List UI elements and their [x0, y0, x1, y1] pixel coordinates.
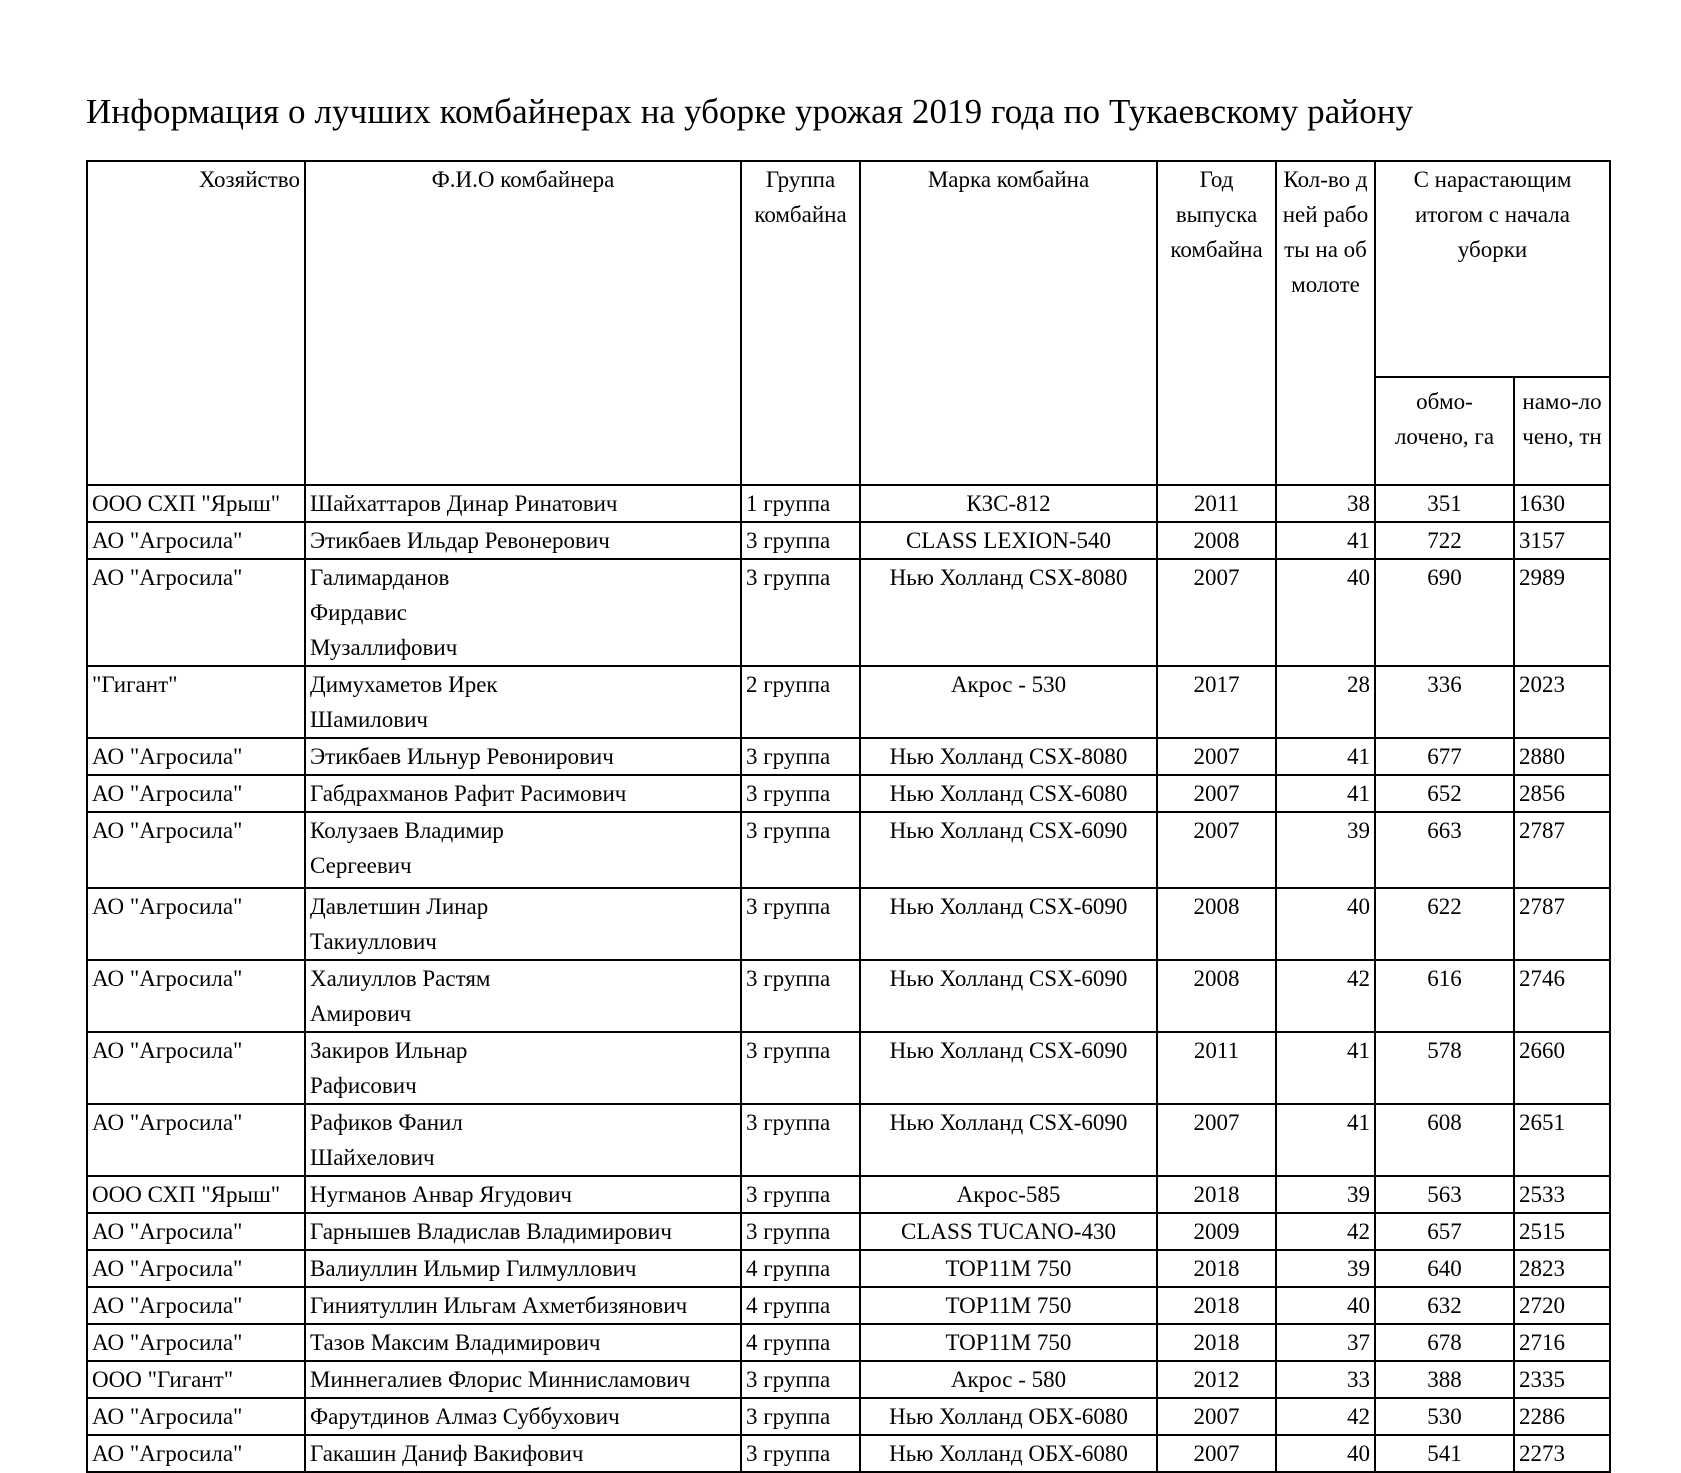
header-threshed-ha: обмо-лочено, га	[1375, 377, 1514, 485]
group-cell: 3 группа	[741, 559, 860, 666]
threshed-ha-cell: 677	[1375, 738, 1514, 775]
name-cell	[305, 1104, 741, 1176]
group-cell: 3 группа	[741, 1435, 860, 1472]
year-cell: 2011	[1157, 485, 1276, 522]
threshed-ha-cell: 640	[1375, 1250, 1514, 1287]
name-cell: Нугманов Анвар Ягудович	[305, 1176, 741, 1213]
name-cell: Этикбаев Ильдар Ревонерович	[305, 522, 741, 559]
group-cell: 3 группа	[741, 1032, 860, 1104]
yield-tn-cell: 2533	[1514, 1176, 1610, 1213]
yield-tn-cell: 2989	[1514, 559, 1610, 666]
year-cell: 2018	[1157, 1176, 1276, 1213]
group-cell: 4 группа	[741, 1250, 860, 1287]
header-year: Год выпуска комбайна	[1157, 161, 1276, 485]
name-cell	[305, 666, 741, 738]
farm-cell: АО "Агросила"	[87, 1213, 305, 1250]
threshed-ha-cell: 541	[1375, 1435, 1514, 1472]
farm-cell: АО "Агросила"	[87, 522, 305, 559]
name-text: Закиров Ильнар Рафисович	[310, 1038, 468, 1098]
header-group: Группа комбайна	[741, 161, 860, 485]
farm-cell: АО "Агросила"	[87, 888, 305, 960]
farm-cell: АО "Агросила"	[87, 738, 305, 775]
yield-tn-cell: 2660	[1514, 1032, 1610, 1104]
name-cell: Габдрахманов Рафит Расимович	[305, 775, 741, 812]
table-row	[87, 1287, 1610, 1324]
brand-cell: Нью Холланд CSX-6090	[860, 888, 1157, 960]
farm-cell: АО "Агросила"	[87, 559, 305, 666]
threshed-ha-cell: 608	[1375, 1104, 1514, 1176]
year-cell: 2012	[1157, 1361, 1276, 1398]
farm-cell: АО "Агросила"	[87, 1398, 305, 1435]
threshed-ha-cell: 632	[1375, 1287, 1514, 1324]
threshed-ha-cell: 578	[1375, 1032, 1514, 1104]
table-row	[87, 666, 1610, 738]
days-cell: 42	[1276, 1213, 1375, 1250]
brand-cell: TOP11M 750	[860, 1324, 1157, 1361]
table-row	[87, 1435, 1610, 1472]
threshed-ha-cell: 657	[1375, 1213, 1514, 1250]
yield-tn-cell: 2335	[1514, 1361, 1610, 1398]
threshed-ha-cell: 722	[1375, 522, 1514, 559]
brand-cell: Нью Холланд CSX-6080	[860, 775, 1157, 812]
brand-cell: Нью Холланд CSX-6090	[860, 960, 1157, 1032]
name-cell: Миннегалиев Флорис Миннисламович	[305, 1361, 741, 1398]
name-cell	[305, 960, 741, 1032]
yield-tn-cell: 2023	[1514, 666, 1610, 738]
days-cell: 41	[1276, 775, 1375, 812]
year-cell: 2017	[1157, 666, 1276, 738]
year-cell: 2011	[1157, 1032, 1276, 1104]
days-cell: 37	[1276, 1324, 1375, 1361]
group-cell: 3 группа	[741, 522, 860, 559]
page-title: Информация о лучших комбайнерах на уборке урожая 2019 года по Тукаевскому району	[86, 92, 1414, 131]
brand-cell: Акрос-585	[860, 1176, 1157, 1213]
brand-cell: Нью Холланд ОБХ-6080	[860, 1398, 1157, 1435]
year-cell: 2007	[1157, 738, 1276, 775]
days-cell: 40	[1276, 888, 1375, 960]
table-row	[87, 522, 1610, 559]
farm-cell: АО "Агросила"	[87, 1435, 305, 1472]
name-cell: Тазов Максим Владимирович	[305, 1324, 741, 1361]
yield-tn-cell: 2515	[1514, 1213, 1610, 1250]
farm-cell: "Гигант"	[87, 666, 305, 738]
table-body	[87, 485, 1610, 1472]
days-cell: 41	[1276, 1032, 1375, 1104]
name-text: Галимарданов Фирдавис Музаллифович	[310, 565, 458, 660]
days-cell: 42	[1276, 1398, 1375, 1435]
group-cell: 3 группа	[741, 1176, 860, 1213]
brand-cell: Акрос - 580	[860, 1361, 1157, 1398]
year-cell: 2008	[1157, 960, 1276, 1032]
group-cell: 3 группа	[741, 812, 860, 888]
brand-cell: CLASS TUCANO-430	[860, 1213, 1157, 1250]
table-row	[87, 485, 1610, 522]
group-cell: 3 группа	[741, 1213, 860, 1250]
yield-tn-cell: 2856	[1514, 775, 1610, 812]
table-row	[87, 559, 1610, 666]
header-yield-tn: намо-лочено, тн	[1514, 377, 1610, 485]
year-cell: 2008	[1157, 888, 1276, 960]
name-cell: Этикбаев Ильнур Ревонирович	[305, 738, 741, 775]
group-cell: 3 группа	[741, 738, 860, 775]
table-row	[87, 1213, 1610, 1250]
year-cell: 2007	[1157, 1104, 1276, 1176]
table-row	[87, 1250, 1610, 1287]
brand-cell: TOP11M 750	[860, 1287, 1157, 1324]
table-row	[87, 1032, 1610, 1104]
table-row	[87, 888, 1610, 960]
threshed-ha-cell: 616	[1375, 960, 1514, 1032]
brand-cell: Акрос - 530	[860, 666, 1157, 738]
days-cell: 40	[1276, 1435, 1375, 1472]
name-cell: Гиниятуллин Ильгам Ахметбизянович	[305, 1287, 741, 1324]
table-row	[87, 775, 1610, 812]
brand-cell: Нью Холланд CSX-8080	[860, 738, 1157, 775]
name-text: Халиуллов Растям Амирович	[310, 966, 491, 1026]
group-cell: 3 группа	[741, 888, 860, 960]
brand-cell: TOP11M 750	[860, 1250, 1157, 1287]
header-name: Ф.И.О комбайнера	[305, 161, 741, 485]
year-cell: 2007	[1157, 1398, 1276, 1435]
name-cell	[305, 559, 741, 666]
farm-cell: АО "Агросила"	[87, 1032, 305, 1104]
threshed-ha-cell: 351	[1375, 485, 1514, 522]
days-cell: 40	[1276, 1287, 1375, 1324]
farm-cell: АО "Агросила"	[87, 1324, 305, 1361]
group-cell: 4 группа	[741, 1287, 860, 1324]
days-cell: 33	[1276, 1361, 1375, 1398]
name-cell	[305, 1032, 741, 1104]
name-cell	[305, 812, 741, 888]
name-cell: Гакашин Даниф Вакифович	[305, 1435, 741, 1472]
yield-tn-cell: 2273	[1514, 1435, 1610, 1472]
group-cell: 3 группа	[741, 775, 860, 812]
header-farm: Хозяйство	[87, 161, 305, 485]
yield-tn-cell: 3157	[1514, 522, 1610, 559]
days-cell: 28	[1276, 666, 1375, 738]
threshed-ha-cell: 388	[1375, 1361, 1514, 1398]
group-cell: 3 группа	[741, 1398, 860, 1435]
days-cell: 41	[1276, 738, 1375, 775]
yield-tn-cell: 2787	[1514, 812, 1610, 888]
year-cell: 2007	[1157, 1435, 1276, 1472]
year-cell: 2007	[1157, 559, 1276, 666]
table-row	[87, 738, 1610, 775]
farm-cell: АО "Агросила"	[87, 960, 305, 1032]
farm-cell: АО "Агросила"	[87, 812, 305, 888]
brand-cell: Нью Холланд CSX-6090	[860, 1104, 1157, 1176]
name-cell: Валиуллин Ильмир Гилмуллович	[305, 1250, 741, 1287]
group-cell: 3 группа	[741, 1104, 860, 1176]
farm-cell: ООО СХП "Ярыш"	[87, 485, 305, 522]
name-cell: Гарнышев Владислав Владимирович	[305, 1213, 741, 1250]
brand-cell: Нью Холланд CSX-8080	[860, 559, 1157, 666]
name-text: Рафиков Фанил Шайхелович	[310, 1110, 463, 1170]
threshed-ha-cell: 690	[1375, 559, 1514, 666]
yield-tn-cell: 2787	[1514, 888, 1610, 960]
name-text: Колузаев Владимир Сергеевич	[310, 818, 504, 878]
group-cell: 3 группа	[741, 1361, 860, 1398]
threshed-ha-cell: 663	[1375, 812, 1514, 888]
year-cell: 2018	[1157, 1250, 1276, 1287]
brand-cell: CLASS LEXION-540	[860, 522, 1157, 559]
name-cell: Фарутдинов Алмаз Суббухович	[305, 1398, 741, 1435]
yield-tn-cell: 2286	[1514, 1398, 1610, 1435]
threshed-ha-cell: 563	[1375, 1176, 1514, 1213]
brand-cell: Нью Холланд ОБХ-6080	[860, 1435, 1157, 1472]
days-cell: 41	[1276, 1104, 1375, 1176]
group-cell: 4 группа	[741, 1324, 860, 1361]
table-row	[87, 1324, 1610, 1361]
days-cell: 41	[1276, 522, 1375, 559]
name-cell	[305, 888, 741, 960]
days-cell: 42	[1276, 960, 1375, 1032]
threshed-ha-cell: 530	[1375, 1398, 1514, 1435]
header-days: Кол-во дней работы на обмолоте	[1276, 161, 1375, 485]
days-cell: 40	[1276, 559, 1375, 666]
year-cell: 2007	[1157, 775, 1276, 812]
yield-tn-cell: 2651	[1514, 1104, 1610, 1176]
table-row	[87, 960, 1610, 1032]
days-cell: 39	[1276, 1250, 1375, 1287]
days-cell: 39	[1276, 812, 1375, 888]
farm-cell: АО "Агросила"	[87, 775, 305, 812]
threshed-ha-cell: 622	[1375, 888, 1514, 960]
yield-tn-cell: 2720	[1514, 1287, 1610, 1324]
farm-cell: АО "Агросила"	[87, 1287, 305, 1324]
brand-cell: Нью Холланд CSX-6090	[860, 1032, 1157, 1104]
farm-cell: АО "Агросила"	[87, 1250, 305, 1287]
yield-tn-cell: 2823	[1514, 1250, 1610, 1287]
year-cell: 2018	[1157, 1324, 1276, 1361]
table-row	[87, 1398, 1610, 1435]
table-row	[87, 812, 1610, 888]
yield-tn-cell: 2746	[1514, 960, 1610, 1032]
header-cumulative: С нарастающим итогом с начала уборки	[1375, 161, 1610, 377]
table-row	[87, 1104, 1610, 1176]
table-row	[87, 1176, 1610, 1213]
days-cell: 38	[1276, 485, 1375, 522]
name-text: Давлетшин Линар Такиуллович	[310, 894, 489, 954]
threshed-ha-cell: 336	[1375, 666, 1514, 738]
farm-cell: АО "Агросила"	[87, 1104, 305, 1176]
combiners-table	[86, 160, 1611, 1473]
yield-tn-cell: 2716	[1514, 1324, 1610, 1361]
days-cell: 39	[1276, 1176, 1375, 1213]
farm-cell: ООО СХП "Ярыш"	[87, 1176, 305, 1213]
brand-cell: Нью Холланд CSX-6090	[860, 812, 1157, 888]
group-cell: 2 группа	[741, 666, 860, 738]
table-row	[87, 1361, 1610, 1398]
brand-cell: КЗС-812	[860, 485, 1157, 522]
year-cell: 2008	[1157, 522, 1276, 559]
yield-tn-cell: 1630	[1514, 485, 1610, 522]
group-cell: 1 группа	[741, 485, 860, 522]
threshed-ha-cell: 678	[1375, 1324, 1514, 1361]
name-cell: Шайхаттаров Динар Ринатович	[305, 485, 741, 522]
group-cell: 3 группа	[741, 960, 860, 1032]
farm-cell: ООО "Гигант"	[87, 1361, 305, 1398]
header-brand: Марка комбайна	[860, 161, 1157, 485]
year-cell: 2009	[1157, 1213, 1276, 1250]
year-cell: 2018	[1157, 1287, 1276, 1324]
year-cell: 2007	[1157, 812, 1276, 888]
yield-tn-cell: 2880	[1514, 738, 1610, 775]
threshed-ha-cell: 652	[1375, 775, 1514, 812]
name-text: Димухаметов Ирек Шамилович	[310, 672, 498, 732]
